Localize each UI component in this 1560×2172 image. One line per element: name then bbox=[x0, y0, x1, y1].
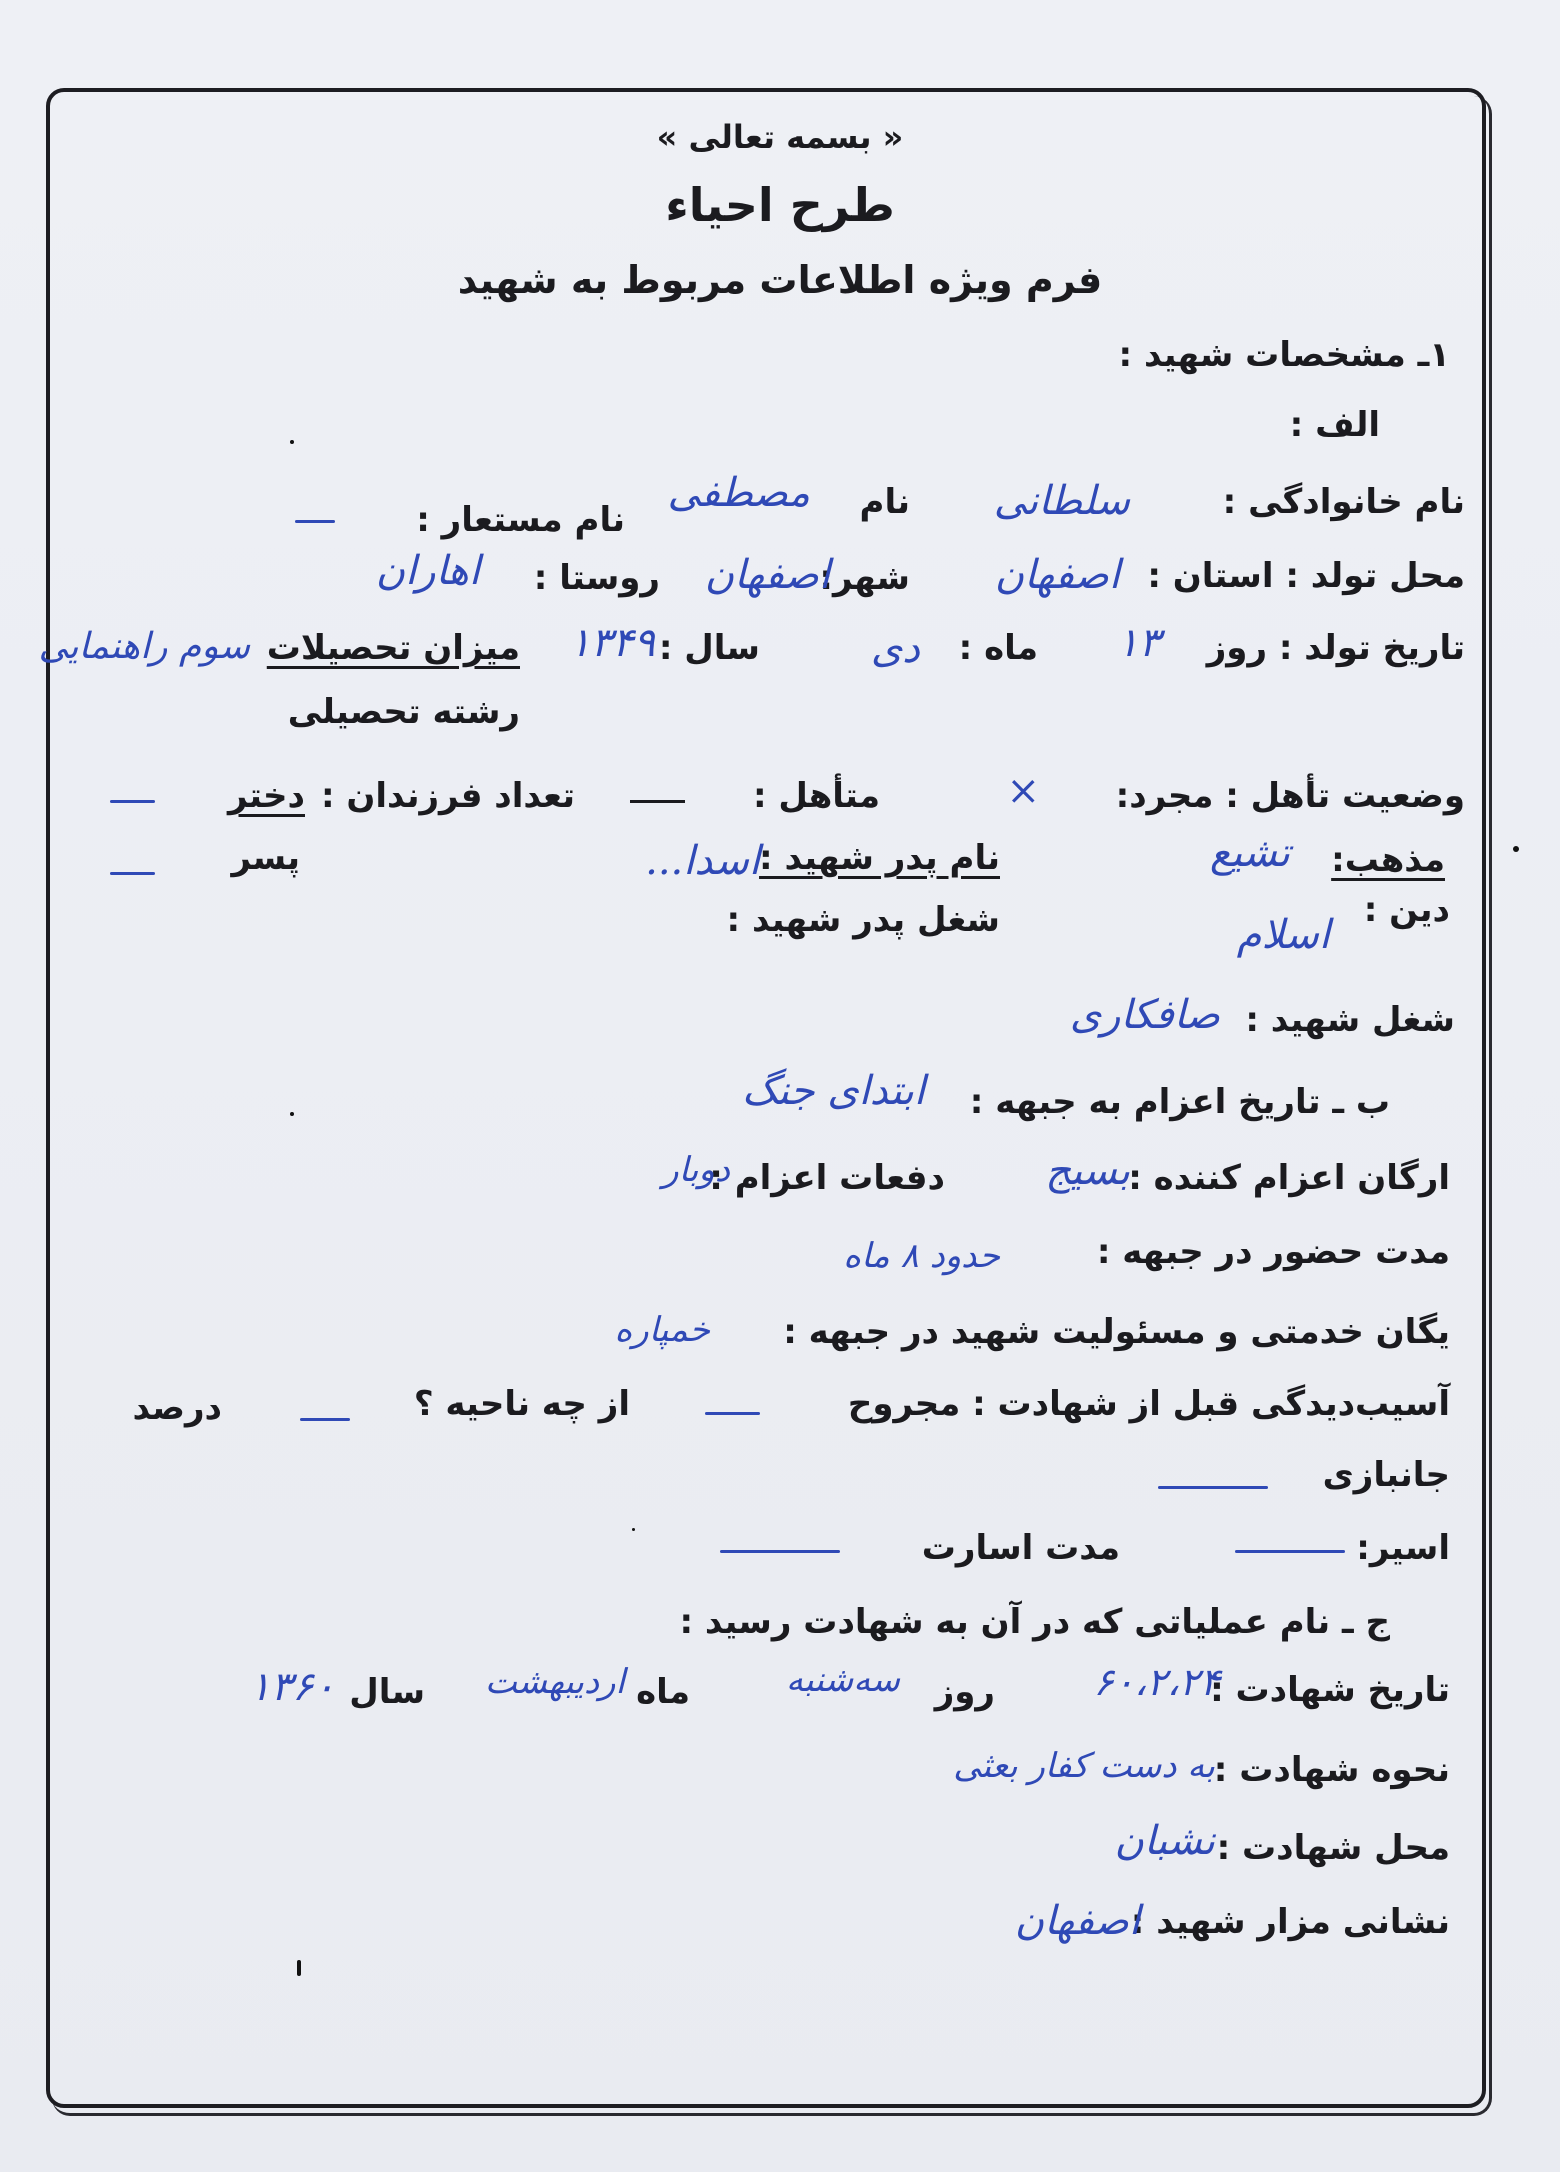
martyrdom-month-value: اردیبهشت bbox=[484, 1662, 625, 1702]
dispatch-date-value: ابتدای جنگ bbox=[741, 1068, 925, 1114]
disability-blank bbox=[1158, 1486, 1268, 1489]
dispatch-count-label: دفعات اعزام : bbox=[709, 1158, 945, 1198]
education-value: سوم راهنمایی bbox=[38, 626, 250, 667]
birthplace-label: محل تولد : استان : bbox=[1147, 556, 1465, 596]
grave-address-value: اصفهان bbox=[1014, 1898, 1140, 1944]
section-j-operation-label: ج ـ نام عملیاتی که در آن به شهادت رسید : bbox=[679, 1602, 1390, 1642]
married-blank bbox=[630, 800, 685, 803]
disability-label: جانبازی bbox=[1322, 1455, 1450, 1495]
martyrdom-manner-label: نحوه شهادت : bbox=[1213, 1750, 1450, 1790]
birth-day-value: ۱۳ bbox=[1117, 620, 1160, 666]
month2-label: ماه bbox=[636, 1672, 690, 1712]
marital-status-label: وضعیت تأهل : مجرد: bbox=[1115, 776, 1465, 816]
month-label: ماه : bbox=[958, 628, 1038, 668]
scan-speck bbox=[290, 440, 294, 444]
unit-role-value: خمپاره bbox=[614, 1310, 710, 1350]
married-label: متأهل : bbox=[752, 776, 880, 816]
son-label: پسر bbox=[231, 838, 300, 878]
birthdate-label: تاریخ تولد : روز bbox=[1206, 628, 1465, 668]
section-b-dispatch-date-label: ب ـ تاریخ اعزام به جبهه : bbox=[969, 1082, 1390, 1122]
injury-blank bbox=[705, 1412, 760, 1415]
project-title: طرح احیاء bbox=[665, 178, 895, 232]
family-name-label: نام خانوادگی : bbox=[1222, 482, 1465, 522]
village-label: روستا : bbox=[533, 558, 660, 598]
name-label: نام bbox=[859, 482, 910, 522]
martyrdom-date-value: ۶۰،۲،۲۴ bbox=[1093, 1660, 1220, 1704]
city-value: اصفهان bbox=[704, 552, 830, 598]
year2-label: سال bbox=[349, 1672, 425, 1712]
dispatch-count-value: دوبار bbox=[662, 1150, 730, 1190]
scan-speck bbox=[290, 1112, 294, 1116]
birth-month-value: دی bbox=[870, 626, 920, 672]
section-1-heading: ۱ـ مشخصات شهید : bbox=[1118, 335, 1450, 375]
captive-label: اسیر: bbox=[1356, 1528, 1450, 1568]
alias-label: نام مستعار : bbox=[416, 500, 625, 540]
children-count-label: تعداد فرزندان : bbox=[320, 776, 575, 816]
province-value: اصفهان bbox=[994, 552, 1120, 598]
name-value: مصطفی bbox=[667, 470, 810, 516]
percent-label: درصد bbox=[132, 1388, 222, 1428]
front-duration-value: حدود ۸ ماه bbox=[843, 1236, 1000, 1276]
father-name-value: اسدا... bbox=[645, 838, 760, 884]
martyrdom-place-label: محل شهادت : bbox=[1216, 1828, 1450, 1868]
captivity-duration-blank bbox=[720, 1550, 840, 1553]
martyrdom-manner-value: به دست کفار بعثی bbox=[953, 1746, 1215, 1786]
dispatch-org-value: بسیج bbox=[1045, 1148, 1130, 1194]
daughter-blank bbox=[110, 800, 155, 803]
field-of-study-label: رشته تحصیلی bbox=[287, 692, 520, 732]
day-label: روز bbox=[934, 1672, 995, 1712]
son-blank bbox=[110, 872, 155, 875]
religion-value: اسلام bbox=[1236, 912, 1330, 958]
scan-speck bbox=[1513, 846, 1519, 852]
martyr-job-label: شغل شهید : bbox=[1245, 1000, 1455, 1040]
sect-label: مذهب: bbox=[1331, 840, 1445, 880]
captivity-duration-label: مدت اسارت bbox=[921, 1528, 1120, 1568]
single-mark: × bbox=[1006, 768, 1040, 814]
father-job-label: شغل پدر شهید : bbox=[726, 900, 1000, 940]
martyrdom-date-label: تاریخ شهادت : bbox=[1210, 1670, 1450, 1710]
alias-blank bbox=[295, 520, 335, 523]
form-title: فرم ویژه اطلاعات مربوط به شهید bbox=[457, 258, 1103, 302]
scan-speck bbox=[297, 1960, 301, 1976]
daughter-label: دختر bbox=[228, 776, 305, 816]
which-area-label: از چه ناحیه ؟ bbox=[413, 1384, 630, 1424]
injury-label: آسیب‌دیدگی قبل از شهادت : مجروح bbox=[847, 1384, 1450, 1424]
family-name-value: سلطانی bbox=[993, 478, 1130, 524]
martyr-job-value: صافکاری bbox=[1069, 992, 1220, 1038]
year-label: سال : bbox=[658, 628, 760, 668]
which-area-blank bbox=[300, 1418, 350, 1421]
section-alef: الف : bbox=[1289, 405, 1380, 445]
scan-speck bbox=[632, 1528, 635, 1531]
unit-role-label: یگان خدمتی و مسئولیت شهید در جبهه : bbox=[783, 1312, 1450, 1352]
father-name-label: نام پدر شهید : bbox=[759, 838, 1000, 878]
religion-label: دین : bbox=[1363, 890, 1450, 930]
city-label: شهر: bbox=[819, 558, 910, 598]
captive-blank bbox=[1235, 1550, 1345, 1553]
invocation-heading: « بسمه تعالی » bbox=[656, 118, 904, 156]
dispatch-org-label: ارگان اعزام کننده : bbox=[1128, 1158, 1450, 1198]
grave-address-label: نشانی مزار شهید : bbox=[1130, 1902, 1450, 1942]
birth-year-value: ۱۳۴۹ bbox=[569, 620, 655, 666]
sect-value: تشیع bbox=[1209, 830, 1290, 876]
village-value: اهاران bbox=[375, 548, 480, 594]
education-level-label: میزان تحصیلات bbox=[266, 628, 520, 668]
martyrdom-weekday-value: سه‌شنبه bbox=[786, 1660, 900, 1700]
martyrdom-year-value: ۱۳۶۰ bbox=[249, 1664, 335, 1710]
front-duration-label: مدت حضور در جبهه : bbox=[1096, 1232, 1450, 1272]
martyrdom-place-value: نشبان bbox=[1114, 1818, 1215, 1864]
